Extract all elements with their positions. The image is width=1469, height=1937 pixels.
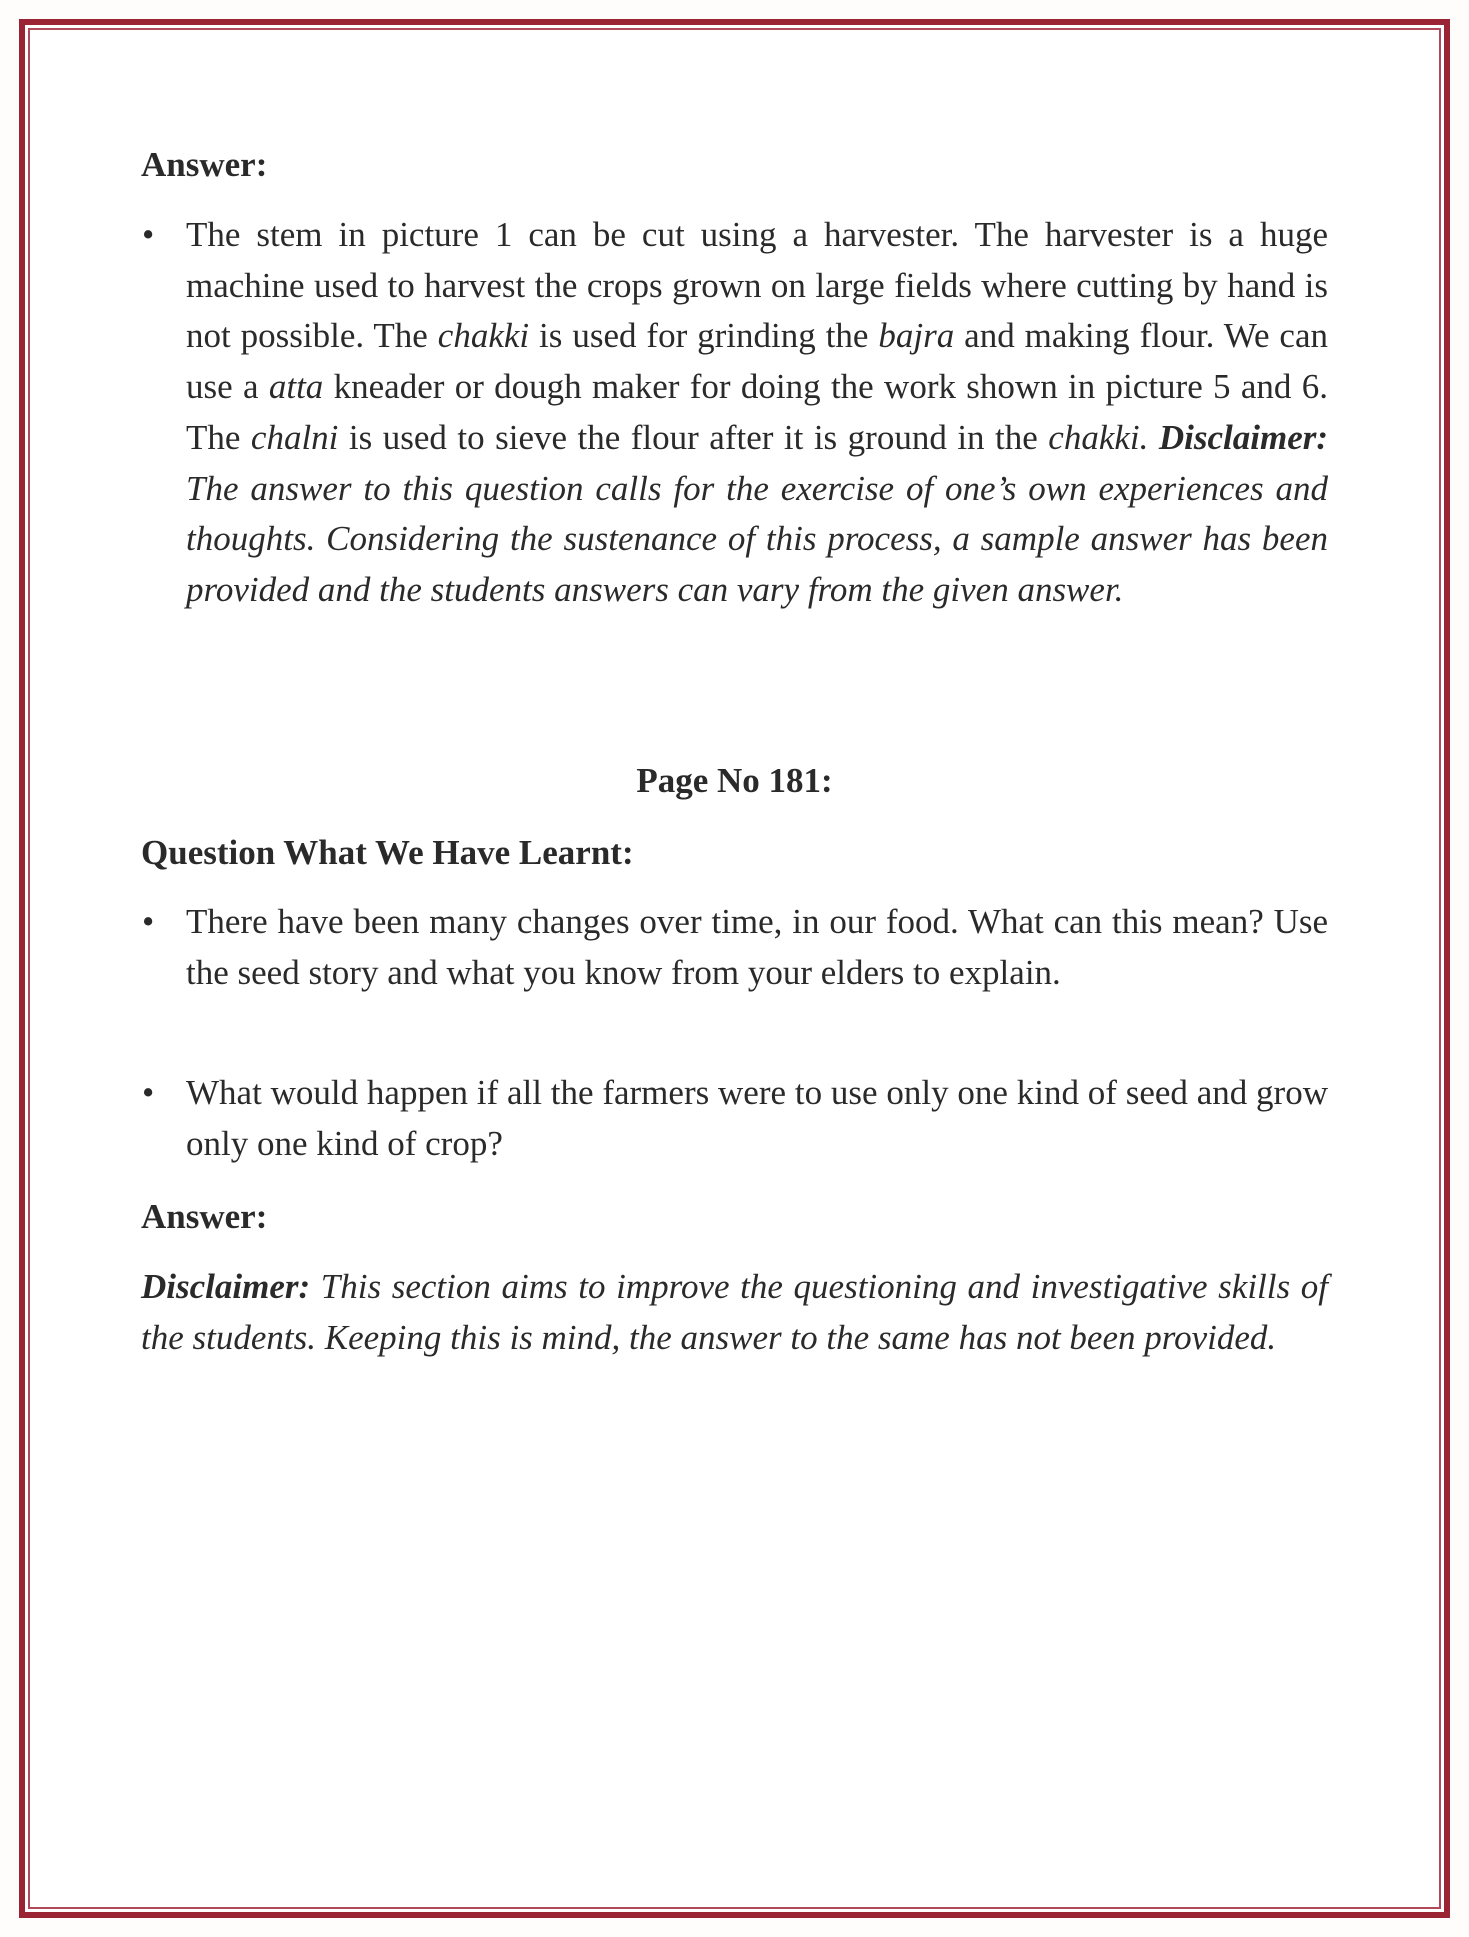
disclaimer-text: This section aims to improve the questioning and investigative skills of the students. Keeping this is mind, the answer to the same has not been provided.: [141, 1267, 1328, 1357]
bullet: •: [142, 902, 155, 941]
disclaimer-paragraph: [141, 1262, 1328, 1363]
question-text: What would happen if all the farmers were to use only one kind of seed and grow only one kind of crop?: [186, 1073, 1328, 1163]
disclaimer-text: The answer to this question calls for the exercise of one’s own experiences and thoughts. Considering the sustenance of this process, a sample answer has been provided and the students answers can vary from the given answer.: [186, 468, 1328, 609]
question-heading: Question What We Have Learnt:: [141, 833, 634, 872]
text: and making flour. We can use a: [186, 316, 1328, 407]
bullet: •: [142, 1073, 155, 1112]
term: chakki: [437, 316, 530, 356]
disclaimer-label: Disclaimer:: [141, 1267, 311, 1306]
text: is used to sieve the flour after it is ground in the: [338, 417, 1049, 457]
term: chalni: [250, 417, 339, 457]
term: bajra: [878, 316, 955, 356]
answer-paragraph: [142, 210, 1329, 616]
answer-heading: Answer:: [141, 1197, 268, 1236]
page-number-heading: Page No 181:: [636, 761, 833, 800]
answer-heading: Answer:: [141, 145, 268, 184]
text: The stem in picture 1 can be cut using a harvester. The harvester is a huge machine used to harvest the crops grown on large fields where cutting by hand is not possible. The: [186, 215, 1328, 356]
text: kneader or dough maker for doing the work shown in picture 5 and 6. The: [186, 367, 1328, 457]
question-item: [142, 1068, 1328, 1169]
text: is used for grinding the: [529, 316, 879, 356]
term: atta: [268, 367, 324, 407]
term: chakki.: [1048, 417, 1149, 457]
disclaimer-label: Disclaimer:: [1148, 417, 1329, 457]
question-text: There have been many changes over time, in our food. What can this mean? Use the seed story and what you know from your elders to explain.: [186, 902, 1328, 992]
bullet: •: [142, 215, 155, 254]
question-item: [142, 897, 1328, 998]
